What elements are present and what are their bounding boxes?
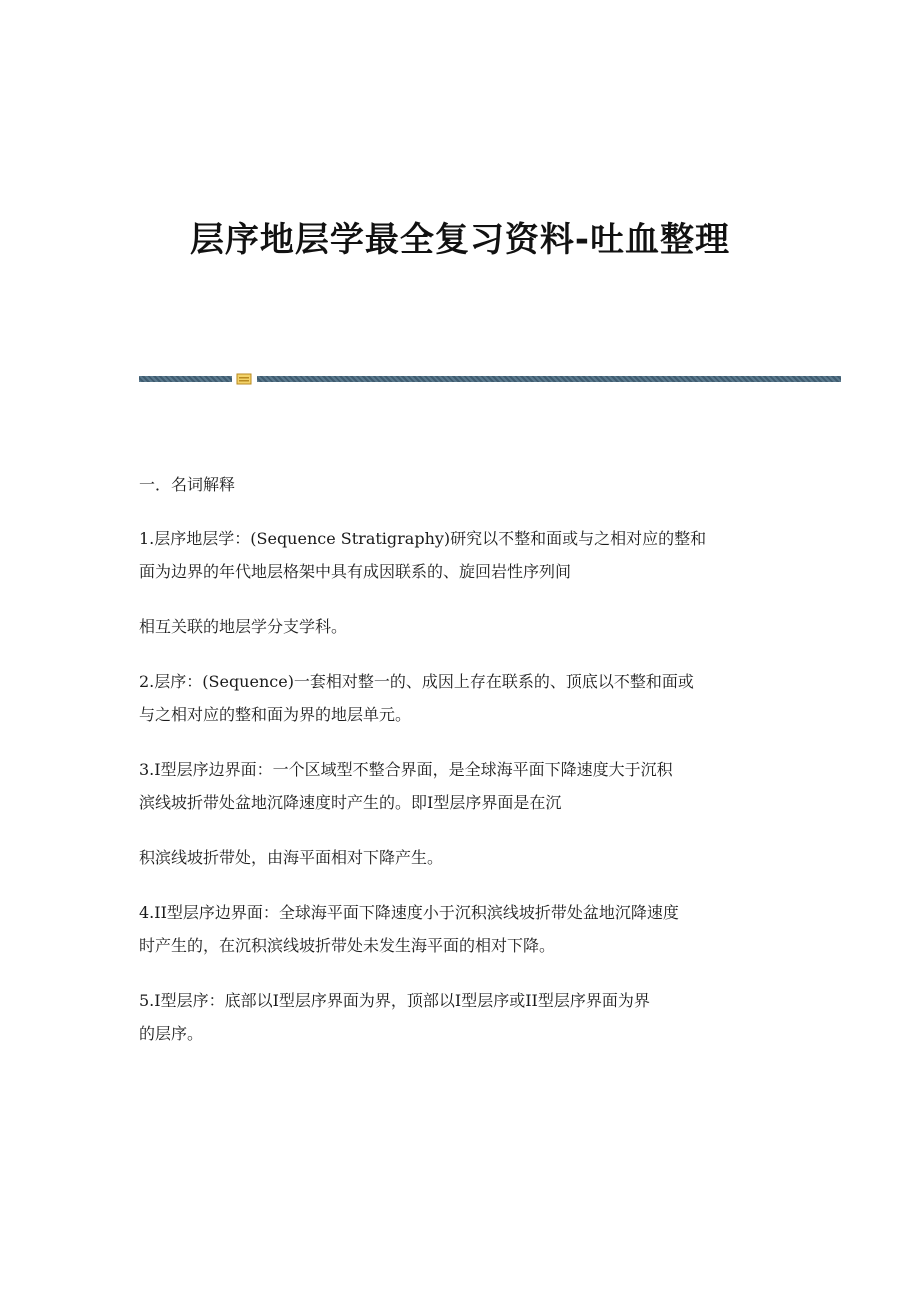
section-heading: 一．名词解释	[139, 475, 236, 494]
page-title: 层序地层学最全复习资料-吐血整理	[189, 220, 731, 260]
paragraph-line: 3.I型层序边界面：一个区域型不整合界面，是全球海平面下降速度大于沉积	[139, 760, 673, 779]
paragraph-line: 相互关联的地层学分支学科。	[139, 617, 348, 636]
paragraph-line: 5.I型层序：底部以I型层序界面为界，顶部以I型层序或II型层序界面为界	[139, 991, 650, 1010]
paragraph-line: 面为边界的年代地层格架中具有成因联系的、旋回岩性序列间	[139, 562, 572, 581]
paragraph-line: 1.层序地层学：(Sequence Stratigraphy)研究以不整和面或与之相对应的整和	[139, 529, 707, 548]
paragraph-line: 与之相对应的整和面为界的地层单元。	[139, 705, 412, 724]
paragraph-line: 2.层序：(Sequence)一套相对整一的、成因上存在联系的、顶底以不整和面或	[139, 672, 694, 691]
divider-bar-left	[139, 376, 232, 382]
paragraph-line: 积滨线坡折带处，由海平面相对下降产生。	[139, 848, 444, 867]
title-divider	[139, 372, 841, 386]
paragraph-line: 的层序。	[139, 1024, 204, 1043]
paragraph-line: 滨线坡折带处盆地沉降速度时产生的。即I型层序界面是在沉	[139, 793, 562, 812]
divider-bar-right	[257, 376, 841, 382]
paragraph-line: 时产生的，在沉积滨线坡折带处未发生海平面的相对下降。	[139, 936, 556, 955]
paragraph-line: 4.II型层序边界面：全球海平面下降速度小于沉积滨线坡折带处盆地沉降速度	[139, 903, 679, 922]
document-body	[139, 468, 799, 1050]
ornament-icon	[236, 373, 252, 385]
